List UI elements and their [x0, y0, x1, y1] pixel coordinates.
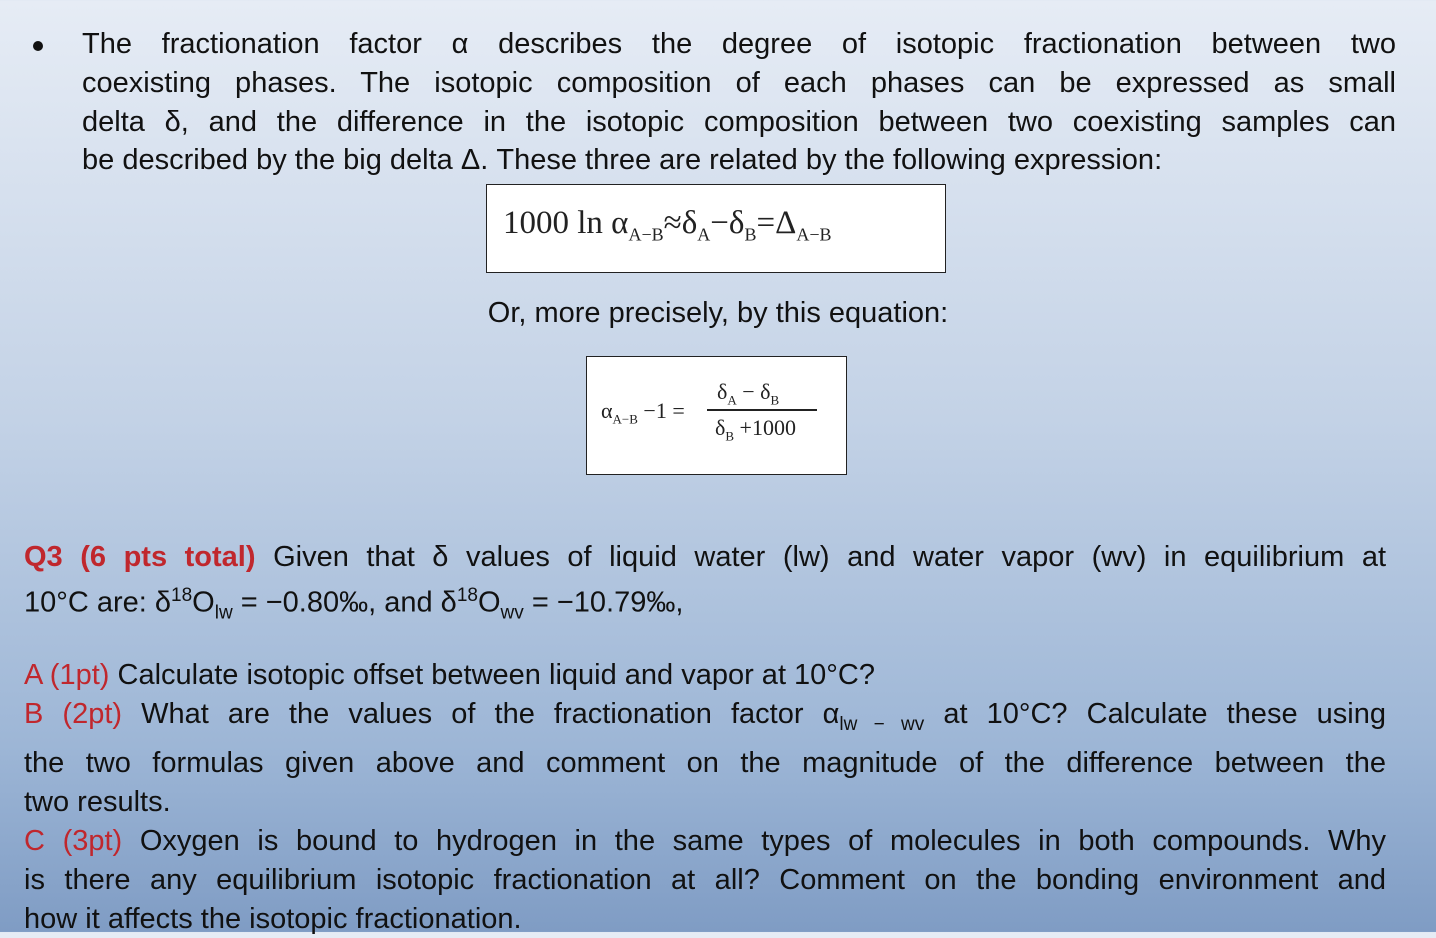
eq2-num-minus: − δ — [736, 379, 771, 404]
q3-sub-1: lw — [214, 602, 233, 624]
bullet-point-icon — [33, 41, 43, 51]
eq2-numerator — [717, 379, 779, 408]
eq2-lhs-rest: −1 = — [637, 398, 685, 423]
question-parts — [24, 656, 1386, 938]
eq1-sub-a: A — [697, 224, 711, 245]
part-b-sub: lw − wv — [839, 713, 925, 735]
q3-o-2: O — [477, 586, 501, 619]
intro-line-2: coexisting phases. The isotopic composition of each phases can be expressed as small — [82, 66, 1396, 99]
q3-line-1 — [24, 538, 1386, 577]
eq2-den-sub: B — [725, 428, 735, 444]
part-a-label: A (1pt) — [24, 659, 110, 691]
eq2-den-delta: δ — [715, 415, 726, 440]
intro-paragraph — [82, 25, 1396, 180]
q3-line-2 — [24, 577, 1386, 633]
part-b-text-1b: at 10°C? Calculate these using — [924, 697, 1386, 730]
eq2-den-rest: +1000 — [734, 415, 796, 440]
part-b-line-1 — [24, 695, 1386, 745]
part-c-label: C (3pt) — [24, 824, 123, 857]
eq2-num-delta-a: δ — [717, 379, 728, 404]
q3-o-1: O — [192, 586, 215, 619]
question-q3 — [24, 538, 1386, 633]
eq1-sub-b: B — [744, 224, 757, 245]
eq2-fraction-bar — [707, 409, 817, 411]
q3-text-1: Given that δ values of liquid water (lw) and water vapor (wv) in equilibrium at — [255, 541, 1387, 573]
part-c-text-1: Oxygen is bound to hydrogen in the same types of molecules in both compounds. Why — [122, 824, 1386, 857]
equation-approximate-box — [486, 184, 946, 273]
part-a-text: Calculate isotopic offset between liquid and vapor at 10°C? — [109, 659, 875, 691]
q3-label: Q3 (6 pts total) — [24, 541, 256, 573]
q3-text-2a: 10°C are: δ — [24, 586, 172, 619]
part-b-text-1a: What are the values of the fractionation factor α — [122, 697, 840, 730]
part-b-line-3: two results. — [24, 786, 171, 819]
part-c-line-1 — [24, 822, 1386, 861]
intro-line-3: delta δ, and the difference in the isotopic composition between two coexisting samples can — [82, 105, 1396, 138]
q3-text-2c: = −10.79‰, — [523, 586, 684, 619]
part-c-line-2: is there any equilibrium isotopic fractionation at all? Comment on the bonding environment and — [24, 863, 1386, 896]
eq1-sub-ab2: A−B — [796, 224, 832, 245]
q3-sup-2: 18 — [456, 584, 478, 606]
eq2-alpha: α — [601, 398, 613, 423]
part-b-label: B (2pt) — [24, 697, 123, 730]
part-c-line-3: how it affects the isotopic fractionation. — [24, 902, 522, 935]
q3-text-2b: = −0.80‰, and δ — [232, 586, 457, 619]
eq2-num-sub-b: B — [770, 392, 780, 408]
eq2-denominator — [715, 415, 796, 444]
intro-line-1: The fractionation factor α describes the degree of isotopic fractionation between two — [82, 28, 1396, 60]
equation-approximate — [503, 205, 831, 246]
eq1-sub-ab: A−B — [628, 224, 664, 245]
equation-precise-box — [586, 356, 847, 475]
eq1-equals: =Δ — [756, 205, 797, 241]
part-a-line — [24, 656, 1386, 695]
middle-text: Or, more precisely, by this equation: — [487, 297, 949, 329]
eq2-lhs — [601, 398, 685, 427]
q3-sub-2: wv — [500, 602, 524, 624]
part-b-line-2: the two formulas given above and comment on the magnitude of the difference between the — [24, 747, 1386, 780]
q3-sup-1: 18 — [171, 584, 193, 606]
eq1-prefix: 1000 ln α — [503, 205, 629, 241]
intro-line-4: be described by the big delta Δ. These three are related by the following expression: — [82, 144, 1163, 177]
eq1-minus: −δ — [710, 205, 745, 241]
eq1-approx: ≈δ — [663, 205, 698, 241]
eq2-num-sub-a: A — [727, 392, 737, 408]
eq2-lhs-sub: A−B — [612, 411, 638, 427]
